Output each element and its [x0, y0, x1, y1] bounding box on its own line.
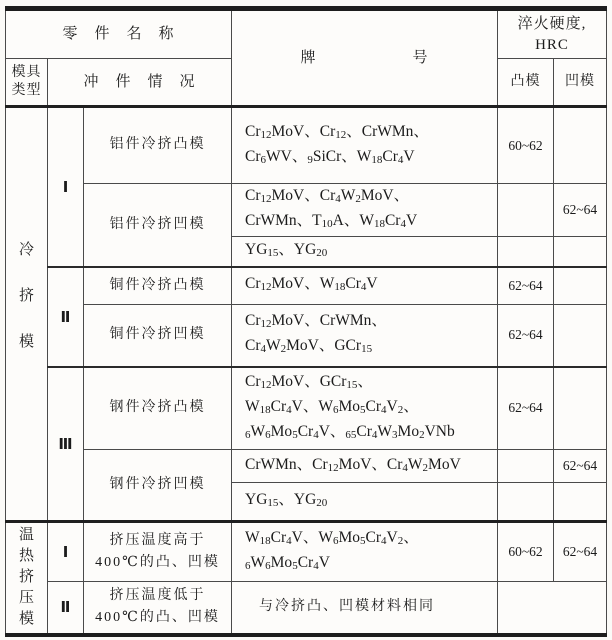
table-row: [6, 450, 607, 483]
header-grade: 牌 号: [232, 9, 498, 107]
section-label-warm-hot-extrusion-mold: [6, 522, 48, 635]
part-name-cell: 铜件冷挤凸模: [84, 267, 232, 305]
grade-line: $YG_{15}$、$YG_{20}$: [245, 491, 328, 509]
grade-line: $Cr_{12}MoV$、$Cr_{12}$、CrWMn、: [245, 122, 429, 141]
vertical-label: [6, 525, 47, 630]
grades-cell: [232, 184, 498, 237]
grade-line: $_6W_6Mo_5Cr_4V$: [245, 554, 330, 572]
grade-line: $Cr_{12}MoV$、CrWMn、: [245, 312, 387, 331]
group-numeral: Ⅰ: [48, 107, 84, 267]
table-header: [6, 9, 607, 107]
die-hardness-cell: 62~64: [554, 522, 607, 582]
group-numeral: Ⅰ: [48, 522, 84, 582]
vertical-char: 压: [18, 590, 34, 607]
grades-cell: [232, 237, 498, 267]
table-row: [6, 107, 607, 184]
header-die-label: 凹模: [554, 59, 607, 107]
vertical-label: [6, 241, 47, 371]
vertical-char: 温: [18, 527, 34, 544]
part-name-cell: 钢件冷挤凸模: [84, 367, 232, 450]
die-hardness-cell: [554, 483, 607, 522]
vertical-char: 模: [18, 333, 34, 350]
part-name-cell: 铝件冷挤凸模: [84, 107, 232, 184]
vertical-char: 挤: [18, 569, 34, 586]
die-hardness-cell: [554, 367, 607, 450]
punch-hardness-cell: 62~64: [498, 367, 554, 450]
die-hardness-cell: [554, 237, 607, 267]
punch-hardness-cell: [498, 450, 554, 483]
table-row: [6, 267, 607, 305]
hardness-cell-merged: [498, 582, 607, 635]
grades-cell: [232, 450, 498, 483]
grade-line: $W_{18}Cr_4V$、$W_6Mo_5Cr_4V_2$、: [245, 529, 419, 547]
header-quench-hardness: [498, 9, 607, 59]
grades-cell: [232, 267, 498, 305]
grade-line: $W_{18}Cr_4V$、$W_6Mo_5Cr_4V_2$、: [245, 397, 419, 416]
part-name-cell: 铝件冷挤凹模: [84, 184, 232, 267]
grade-line: $YG_{15}$、$YG_{20}$: [245, 240, 328, 259]
group-numeral: Ⅱ: [48, 267, 84, 367]
part-name-cell: [84, 522, 232, 582]
group-numeral: Ⅲ: [48, 367, 84, 522]
part-name-cell: [84, 582, 232, 635]
table-body: [6, 107, 607, 635]
header-part-name: 零 件 名 称: [6, 9, 232, 59]
die-hardness-cell: [554, 305, 607, 367]
die-hardness-cell: [554, 267, 607, 305]
grade-line: CrWMn、$Cr_{12}MoV$、$Cr_4W_2MoV$: [245, 455, 461, 474]
punch-hardness-cell: 60~62: [498, 522, 554, 582]
mold-material-hardness-table: [5, 6, 607, 637]
vertical-char: 冷: [18, 241, 34, 258]
group-numeral: Ⅱ: [48, 582, 84, 635]
grade-line: $Cr_6WV$、$_9$SiCr、$W_{18}Cr_4V$: [245, 147, 415, 166]
header-punch-condition: 冲 件 情 况: [48, 59, 232, 107]
grade-line: $Cr_{12}MoV$、$Cr_4W_2MoV$、: [245, 187, 410, 205]
die-hardness-cell: 62~64: [554, 184, 607, 237]
grade-line: $Cr_4W_2MoV$、GCr$_{15}$: [245, 337, 373, 356]
grade-note: 与冷挤凸、凹模材料相同: [259, 599, 435, 615]
grade-line: CrWMn、$T_{10}A$、$W_{18}Cr_4V$: [245, 212, 418, 230]
header-punch-label: 凸模: [498, 59, 554, 107]
grades-note-cell: [232, 582, 498, 635]
table-row: [6, 522, 607, 582]
part-name-cell: 铜件冷挤凹模: [84, 305, 232, 367]
punch-hardness-cell: 60~62: [498, 107, 554, 184]
grades-cell: [232, 522, 498, 582]
vertical-char: 热: [18, 548, 34, 565]
punch-hardness-cell: [498, 184, 554, 237]
section-label-cold-extrusion-mold: [6, 107, 48, 522]
header-mold-type-line2: 类型: [11, 83, 42, 98]
table-row: [6, 367, 607, 450]
grades-cell: [232, 483, 498, 522]
vertical-char: 模: [18, 611, 34, 628]
grades-cell: [232, 107, 498, 184]
punch-hardness-cell: [498, 237, 554, 267]
part-name-line: 挤压温度低于: [109, 587, 206, 603]
table-row: [6, 184, 607, 237]
part-name-line: 400℃的凸、凹模: [95, 555, 220, 570]
header-quench-hardness-line2: HRC: [535, 36, 569, 53]
header-row-1: [6, 9, 607, 59]
grade-line: $Cr_{12}MoV$、$W_{18}Cr_4V$: [245, 275, 378, 294]
grade-line: $Cr_{12}MoV$、GCr$_{15}$、: [245, 372, 373, 391]
part-name-line: 400℃的凸、凹模: [95, 610, 220, 626]
table-row: [6, 582, 607, 635]
grade-line: $_6W_6Mo_5Cr_4V$、$_{65}Cr_4W_3Mo_2VNb$: [245, 422, 455, 441]
grades-cell: [232, 367, 498, 450]
grades-cell: [232, 305, 498, 367]
vertical-char: 挤: [18, 287, 34, 304]
part-name-line: 挤压温度高于: [109, 532, 206, 548]
punch-hardness-cell: [498, 483, 554, 522]
punch-hardness-cell: 62~64: [498, 267, 554, 305]
punch-hardness-cell: 62~64: [498, 305, 554, 367]
die-hardness-cell: [554, 107, 607, 184]
table-row: [6, 305, 607, 367]
die-hardness-cell: 62~64: [554, 450, 607, 483]
header-quench-hardness-line1: 淬火硬度,: [517, 16, 587, 33]
header-mold-type: [6, 59, 48, 107]
header-mold-type-line1: 模具: [11, 64, 42, 80]
part-name-cell: 钢件冷挤凹模: [84, 450, 232, 522]
